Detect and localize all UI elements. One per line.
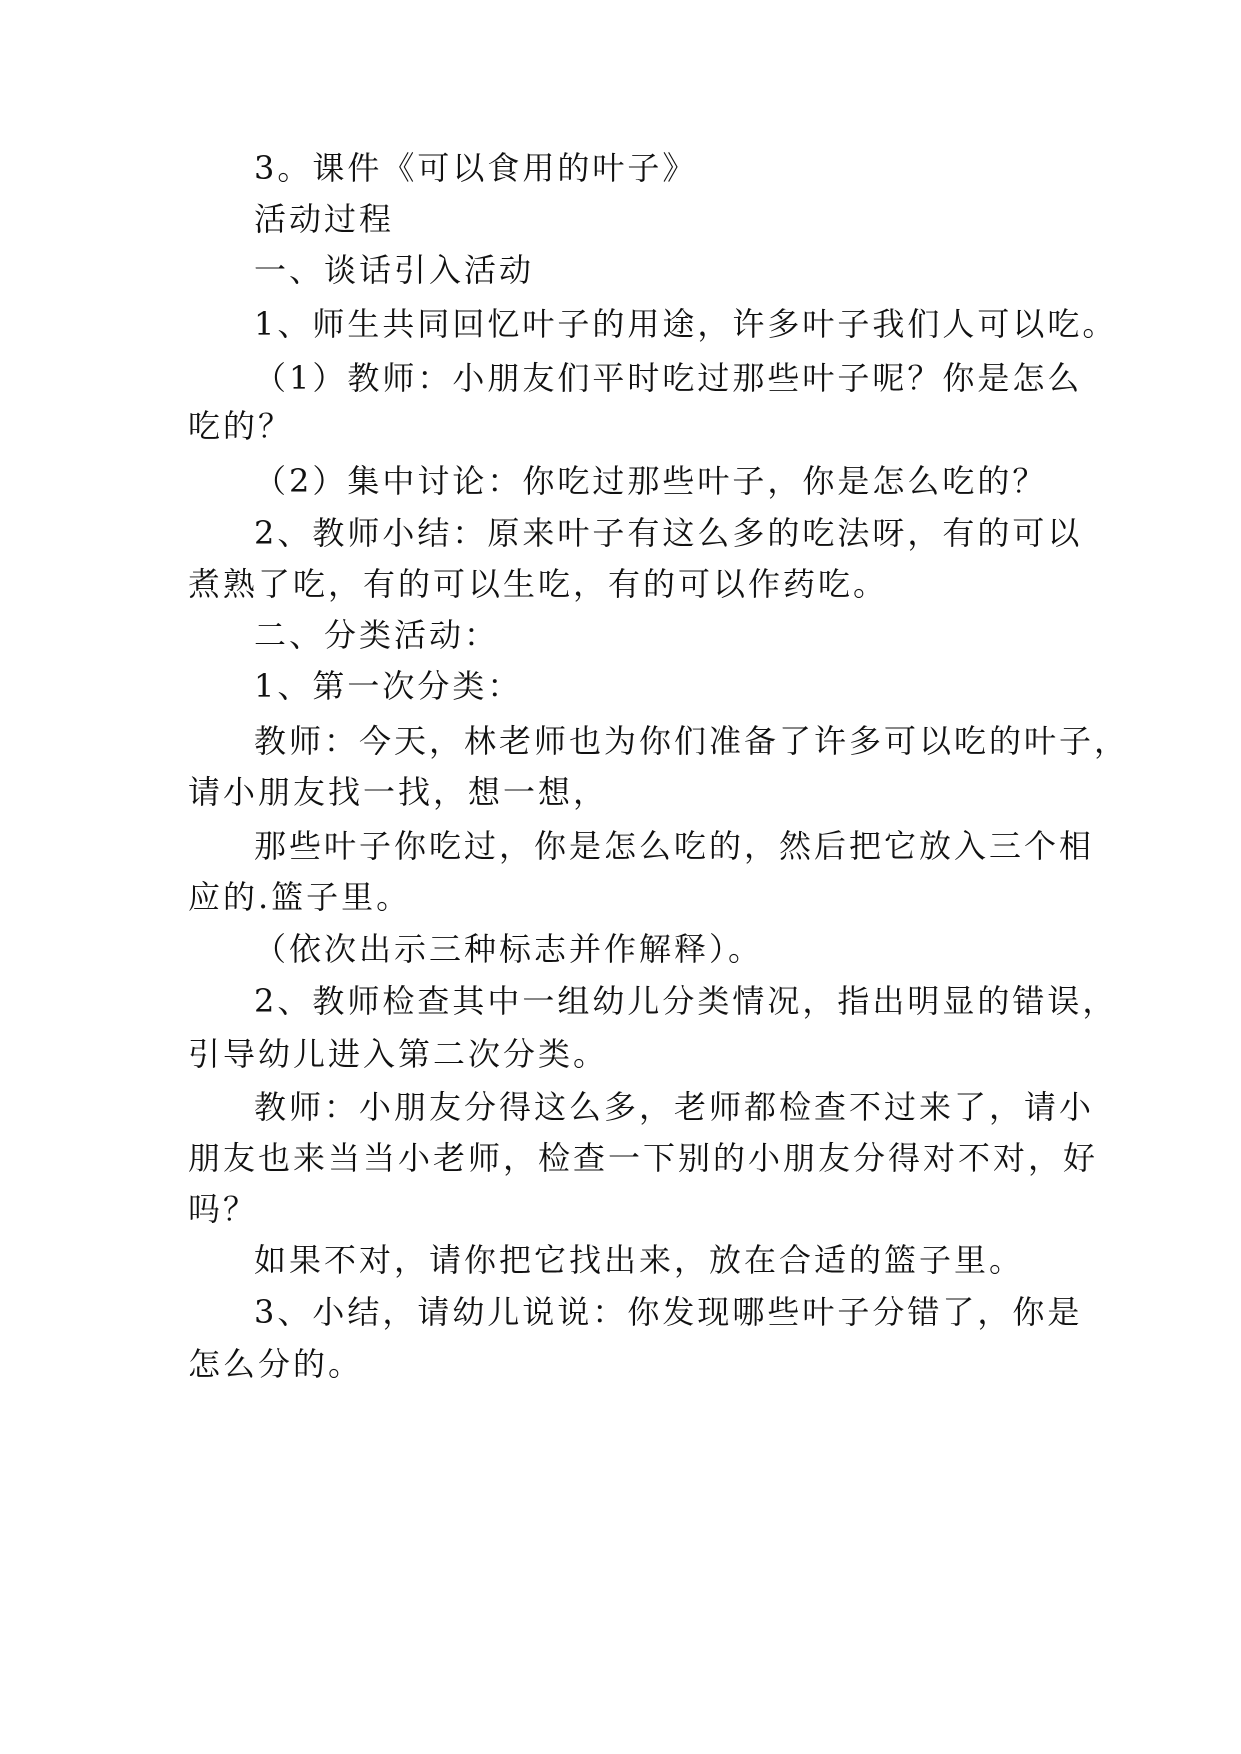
section-heading-1: 一、谈话引入活动 [254,251,535,289]
paragraph-line: 3、小结，请幼儿说说：你发现哪些叶子分错了，你是 [254,1293,1083,1331]
paragraph-line: 如果不对，请你把它找出来，放在合适的篮子里。 [254,1241,1025,1279]
paragraph-line: （1）教师：小朋友们平时吃过那些叶子呢？你是怎么 [254,359,1083,397]
material-item-3: 3。课件《可以食用的叶子》 [254,149,698,187]
paragraph-line: 吗？ [188,1190,259,1228]
paragraph-line: 教师：小朋友分得这么多，老师都检查不过来了，请小 [254,1088,1095,1126]
paragraph-line: 教师：今天，林老师也为你们准备了许多可以吃的叶子， [254,722,1130,760]
paragraph-line: 2、教师检查其中一组幼儿分类情况，指出明显的错误， [254,982,1118,1020]
paragraph-line: 请小朋友找一找，想一想， [188,773,609,811]
section-heading-activity-process: 活动过程 [254,200,395,238]
paragraph-line: 煮熟了吃，有的可以生吃，有的可以作药吃。 [188,565,889,603]
paragraph-line: 朋友也来当当小老师，检查一下别的小朋友分得对不对，好 [188,1139,1099,1177]
section-heading-2: 二、分类活动： [254,616,500,654]
paragraph-line: 引导幼儿进入第二次分类。 [188,1035,609,1073]
paragraph-line: 那些叶子你吃过，你是怎么吃的，然后把它放入三个相 [254,827,1095,865]
paragraph-line: 1、师生共同回忆叶子的用途，许多叶子我们人可以吃。 [254,305,1118,343]
paragraph-line: 吃的？ [188,407,294,445]
subheading: 1、第一次分类： [254,667,523,705]
paragraph-line: （依次出示三种标志并作解释）。 [254,930,764,968]
paragraph-line: （2）集中讨论：你吃过那些叶子，你是怎么吃的？ [254,462,1048,500]
paragraph-line: 怎么分的。 [188,1345,364,1383]
paragraph-line: 应的.篮子里。 [188,878,412,916]
paragraph-line: 2、教师小结：原来叶子有这么多的吃法呀，有的可以 [254,514,1083,552]
